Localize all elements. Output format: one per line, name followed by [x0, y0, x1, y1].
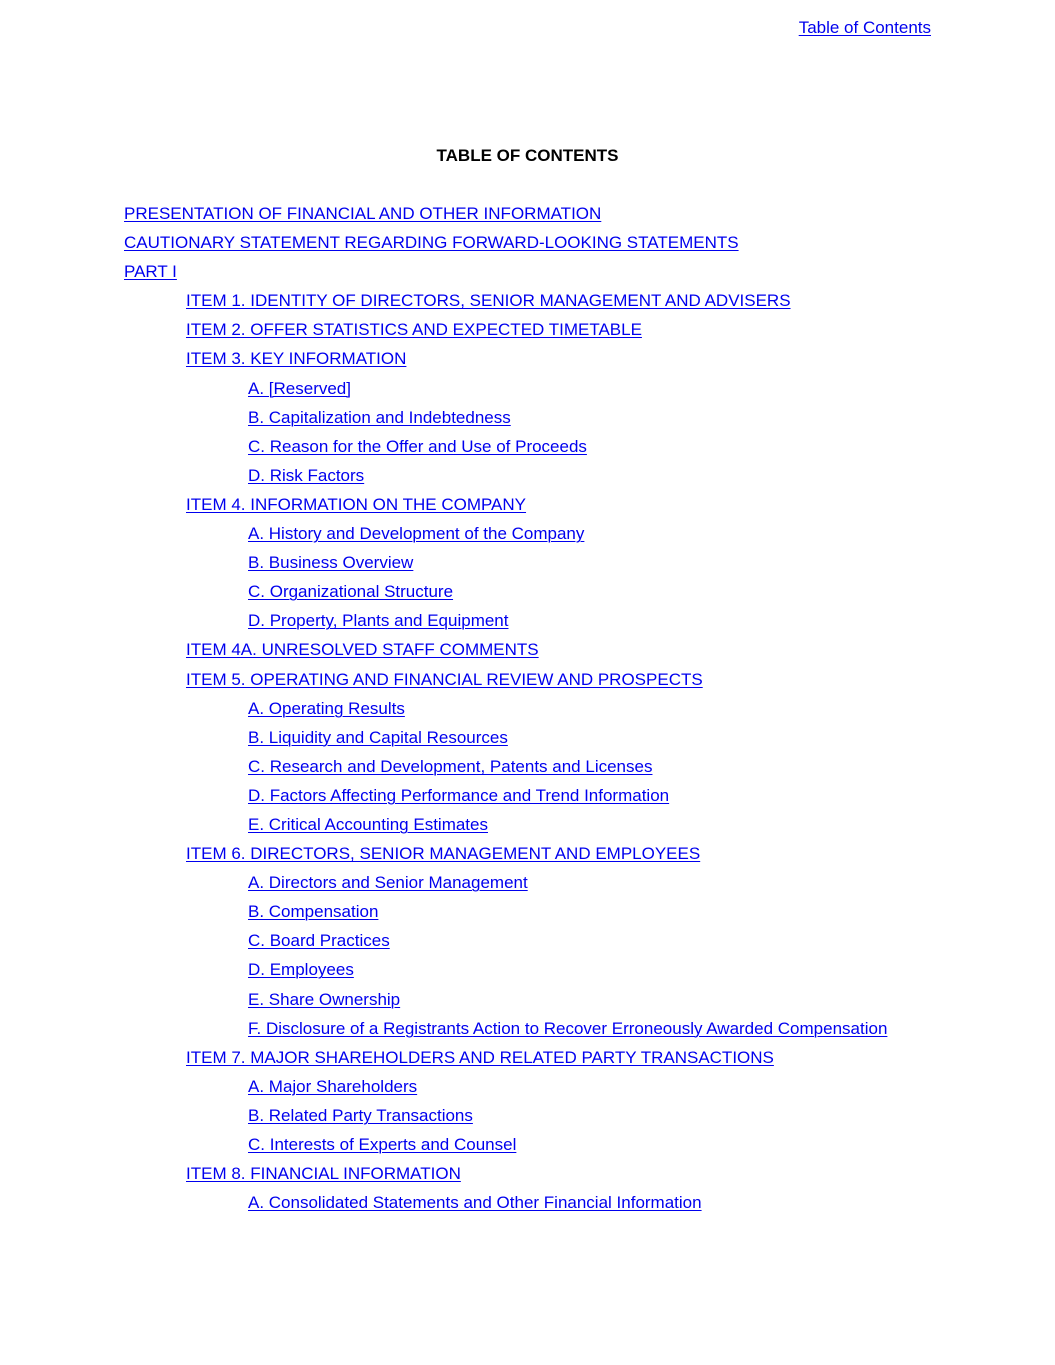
toc-link[interactable]: PRESENTATION OF FINANCIAL AND OTHER INFORMATION [124, 204, 602, 223]
toc-entry [0, 407, 887, 436]
toc-link[interactable]: C. Reason for the Offer and Use of Proceeds [248, 436, 587, 456]
toc-link[interactable]: ITEM 3. KEY INFORMATION [186, 349, 407, 369]
toc-entry [0, 465, 887, 494]
toc-link[interactable]: A. Consolidated Statements and Other Financial Information [248, 1193, 702, 1213]
toc-link[interactable]: A. History and Development of the Company [248, 524, 585, 544]
toc-link[interactable]: ITEM 6. DIRECTORS, SENIOR MANAGEMENT AND EMPLOYEES [186, 844, 701, 864]
toc-entry [0, 814, 887, 843]
toc-entry [0, 698, 887, 727]
toc-link[interactable]: PART I [124, 262, 177, 282]
toc-entry [0, 959, 887, 988]
toc-link[interactable]: ITEM 1. IDENTITY OF DIRECTORS, SENIOR MANAGEMENT AND ADVISERS [186, 291, 791, 311]
toc-entry [0, 727, 887, 756]
toc-link[interactable]: F. Disclosure of a Registrants Action to Recover Erroneously Awarded Compensation [248, 1018, 888, 1038]
toc-entry [0, 639, 887, 668]
toc-entry [0, 1076, 887, 1105]
toc-entry [0, 1192, 887, 1221]
toc-entry [0, 1047, 887, 1076]
toc-link[interactable]: A. [Reserved] [248, 378, 351, 398]
toc-entry [0, 494, 887, 523]
toc-entry [0, 930, 887, 959]
toc-link[interactable]: E. Critical Accounting Estimates [248, 814, 488, 834]
toc-entry [0, 319, 887, 348]
toc-entry [0, 669, 887, 698]
toc-entry [0, 203, 887, 232]
toc-link[interactable]: B. Related Party Transactions [248, 1105, 473, 1125]
toc-link[interactable]: D. Factors Affecting Performance and Trend Information [248, 785, 670, 805]
toc-link[interactable]: B. Capitalization and Indebtedness [248, 407, 511, 427]
toc-entry [0, 1018, 887, 1047]
toc-entry [0, 232, 887, 261]
toc-link[interactable]: CAUTIONARY STATEMENT REGARDING FORWARD-LOOKING STATEMENTS [124, 233, 739, 253]
toc-link[interactable]: C. Organizational Structure [248, 582, 454, 602]
toc-link[interactable]: ITEM 4. INFORMATION ON THE COMPANY [186, 494, 527, 514]
toc-entry [0, 1163, 887, 1192]
toc-link[interactable]: A. Operating Results [248, 698, 405, 718]
toc-entry [0, 261, 887, 290]
toc-entry [0, 523, 887, 552]
toc-link[interactable]: A. Major Shareholders [248, 1076, 418, 1096]
toc-entry [0, 348, 887, 377]
toc-link[interactable]: ITEM 8. FINANCIAL INFORMATION [186, 1164, 461, 1184]
toc-entry [0, 843, 887, 872]
toc-link[interactable]: ITEM 4A. UNRESOLVED STAFF COMMENTS [186, 640, 539, 660]
toc-entry [0, 1105, 887, 1134]
toc-entry [0, 552, 887, 581]
toc-list [0, 203, 887, 1221]
toc-link[interactable]: ITEM 2. OFFER STATISTICS AND EXPECTED TIMETABLE [186, 320, 642, 340]
toc-link[interactable]: ITEM 5. OPERATING AND FINANCIAL REVIEW AND PROSPECTS [186, 669, 703, 689]
page-title: TABLE OF CONTENTS [436, 146, 619, 165]
toc-entry [0, 436, 887, 465]
toc-link[interactable]: ITEM 7. MAJOR SHAREHOLDERS AND RELATED PARTY TRANSACTIONS [186, 1047, 774, 1067]
table-of-contents-link[interactable]: Table of Contents [798, 18, 931, 37]
toc-link[interactable]: C. Research and Development, Patents and Licenses [248, 756, 653, 776]
toc-link[interactable]: B. Liquidity and Capital Resources [248, 727, 508, 747]
toc-entry [0, 610, 887, 639]
toc-entry [0, 378, 887, 407]
toc-entry [0, 1134, 887, 1163]
toc-entry [0, 581, 887, 610]
toc-link[interactable]: C. Board Practices [248, 931, 390, 951]
toc-entry [0, 901, 887, 930]
toc-link[interactable]: B. Business Overview [248, 553, 414, 573]
toc-entry [0, 785, 887, 814]
toc-link[interactable]: A. Directors and Senior Management [248, 873, 528, 893]
toc-entry [0, 756, 887, 785]
toc-entry [0, 872, 887, 901]
toc-link[interactable]: D. Risk Factors [248, 465, 365, 485]
toc-link[interactable]: C. Interests of Experts and Counsel [248, 1135, 517, 1154]
toc-link[interactable]: D. Property, Plants and Equipment [248, 611, 509, 631]
toc-link[interactable]: B. Compensation [248, 902, 379, 922]
toc-link[interactable]: E. Share Ownership [248, 989, 401, 1009]
toc-link[interactable]: D. Employees [248, 960, 354, 980]
toc-entry [0, 290, 887, 319]
toc-entry [0, 989, 887, 1018]
